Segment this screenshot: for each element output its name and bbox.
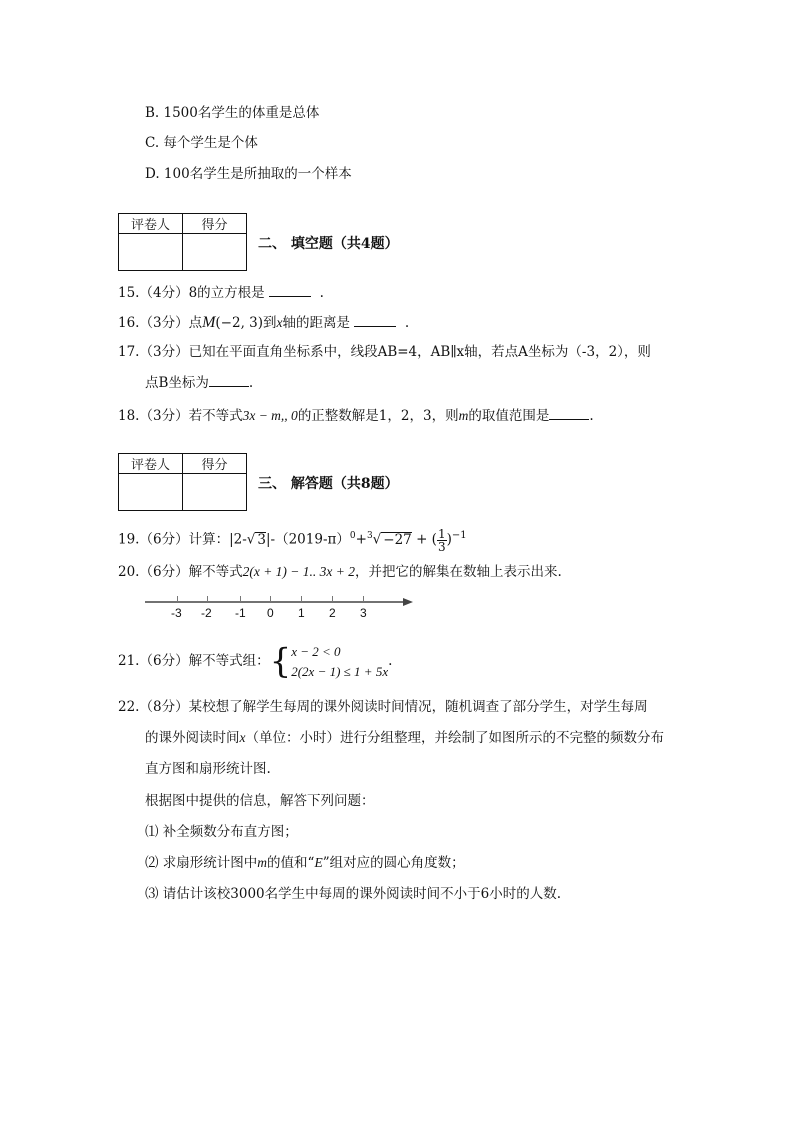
q19-after: |-（2019-π） xyxy=(265,531,350,548)
question-19: 19.（6分）计算：|2-√ $3|-(2019-\pi)^0+^3√ -27$ + ( $\frac{1}{3}$ )$^{-1}$ xyxy=(118,526,467,554)
q15-text: 8的立方根是 xyxy=(188,285,265,301)
q15-end: . xyxy=(319,285,324,301)
q17-line2: 点B坐标为 xyxy=(145,375,209,391)
q22-sub2-mid: 的值和“ xyxy=(267,855,315,871)
q17-number: 17. xyxy=(118,344,140,360)
q22-sub2-post: ”组对应的圆心角度数； xyxy=(322,855,465,871)
q22-line1: 某校想了解学生每周的课外阅读时间情况，随机调查了部分学生，对学生每周 xyxy=(188,699,648,715)
grader-header: 评卷人 xyxy=(119,214,183,234)
tick-mark xyxy=(301,596,302,602)
q16-number: 16. xyxy=(118,315,140,331)
q21-score: （6分） xyxy=(139,653,189,669)
tick-label: -3 xyxy=(171,606,182,620)
question-22 xyxy=(118,697,648,717)
question-21 xyxy=(118,639,392,683)
option-b: B. 1500名学生的体重是总体 xyxy=(145,105,320,121)
q18-pre: 若不等式 xyxy=(188,408,243,424)
q21-row2: 2(2x − 1) ≤ 1 + 5x xyxy=(291,663,389,679)
question-22-line2 xyxy=(145,728,664,748)
q21-number: 21. xyxy=(118,653,140,669)
q16-coords: (−2, 3) xyxy=(215,315,264,331)
tick-label: 2 xyxy=(329,606,336,620)
tick-mark xyxy=(332,596,333,602)
q21-system xyxy=(291,642,388,682)
q16-point: M xyxy=(202,314,216,331)
tick-mark xyxy=(207,596,208,602)
score-cell[interactable] xyxy=(183,474,247,511)
tick-mark xyxy=(240,596,241,602)
q20-inequality: 2(x + 1) − 1.. 3x + 2 xyxy=(242,564,356,579)
q22-group-e: E xyxy=(314,855,323,870)
q18-mid: 的正整数解是1，2，3，则 xyxy=(297,408,459,424)
q20-number: 20. xyxy=(118,564,140,580)
q19-exponent: −1 xyxy=(451,530,467,541)
score-cell[interactable] xyxy=(183,234,247,271)
q18-score: （3分） xyxy=(139,408,189,424)
q18-answer-blank[interactable] xyxy=(549,405,589,420)
q18-post: 的取值范围是 xyxy=(468,408,550,424)
q19-exp0: 0 xyxy=(349,531,356,541)
q22-line2-post: （单位：小时）进行分组整理，并绘制了如图所示的不完整的频数分布 xyxy=(245,730,664,746)
q17-line1: 已知在平面直角坐标系中，线段AB=4，AB∥x轴，若点A坐标为（-3，2），则 xyxy=(188,344,651,360)
q18-end: . xyxy=(589,408,594,424)
grader-cell[interactable] xyxy=(119,474,183,511)
tick-mark xyxy=(177,596,178,602)
arrow-icon xyxy=(403,598,413,606)
q22-line2-pre: 的课外阅读时间 xyxy=(145,730,240,746)
question-18 xyxy=(118,405,594,426)
question-17 xyxy=(118,342,651,362)
question-22-sub3: ⑶ 请估计该校3000名学生中每周的课外阅读时间不小于6小时的人数. xyxy=(145,886,562,902)
grader-header: 评卷人 xyxy=(119,454,183,474)
question-15 xyxy=(118,282,324,303)
q16-score: （3分） xyxy=(139,315,189,331)
score-header: 得分 xyxy=(183,214,247,234)
q17-score: （3分） xyxy=(139,344,189,360)
tick-label: -2 xyxy=(201,606,212,620)
q17-answer-blank[interactable] xyxy=(209,372,249,387)
q19-cube-arg: −27 xyxy=(383,531,412,548)
tick-label: 3 xyxy=(360,606,367,620)
q15-score: （4分） xyxy=(139,285,189,301)
q21-row1: x − 2 < 0 xyxy=(291,643,341,659)
number-line[interactable] xyxy=(145,592,415,624)
q16-answer-blank[interactable] xyxy=(354,312,396,327)
question-20 xyxy=(118,562,562,582)
grader-cell[interactable] xyxy=(119,234,183,271)
q21-end: . xyxy=(388,653,393,669)
q19-sqrt-arg: 3 xyxy=(257,531,266,548)
tick-mark xyxy=(270,596,271,602)
question-17-cont xyxy=(145,372,253,393)
section2-title: 二、 填空题（共4题） xyxy=(258,236,399,252)
q19-number: 19. xyxy=(118,531,140,548)
q18-var: m xyxy=(458,408,469,423)
tick-label: 0 xyxy=(267,606,274,620)
number-line-axis xyxy=(145,596,415,608)
q16-end: . xyxy=(404,315,410,331)
q16-mid: 到 xyxy=(263,315,277,331)
q19-score: （6分） xyxy=(139,531,189,548)
option-c: C. 每个学生是个体 xyxy=(145,135,258,151)
q22-var-m: m xyxy=(257,855,268,870)
question-22-sub1: ⑴ 补全频数分布直方图； xyxy=(145,824,298,840)
q18-inequality: 3x − m,, 0 xyxy=(242,408,298,423)
question-22-line4: 根据图中提供的信息，解答下列问题： xyxy=(145,793,375,809)
q15-number: 15. xyxy=(118,285,140,301)
q21-text: 解不等式组： xyxy=(188,653,270,669)
section3-title: 三、 解答题（共8题） xyxy=(258,476,399,492)
tick-label: 1 xyxy=(298,606,305,620)
q19-plus2: + ( xyxy=(411,531,437,548)
q20-post: ，并把它的解集在数轴上表示出来. xyxy=(355,564,562,580)
question-22-line3: 直方图和扇形统计图. xyxy=(145,761,271,777)
q22-number: 22. xyxy=(118,699,140,715)
q22-score: （8分） xyxy=(139,699,189,715)
q16-post: 轴的距离是 xyxy=(282,315,351,331)
q19-frac-den: 3 xyxy=(437,539,446,554)
q19-text: 计算：|2- xyxy=(188,531,247,548)
score-table-section2 xyxy=(118,213,247,271)
question-22-sub2 xyxy=(145,853,465,873)
score-header: 得分 xyxy=(183,454,247,474)
q19-fraction xyxy=(437,528,447,553)
q19-cube-index: 3 xyxy=(366,531,373,541)
tick-label: -1 xyxy=(235,606,246,620)
score-table-section3 xyxy=(118,453,247,511)
q16-axis: x xyxy=(276,315,283,330)
q22-sub2-pre: ⑵ 求扇形统计图中 xyxy=(145,855,258,871)
q19-plus: + xyxy=(355,531,367,548)
brace-icon: { xyxy=(269,641,292,682)
q20-pre: 解不等式 xyxy=(188,564,243,580)
q19-frac-num: 1 xyxy=(437,526,446,541)
q19-close: ) xyxy=(446,531,452,548)
q20-score: （6分） xyxy=(139,564,189,580)
q15-answer-blank[interactable] xyxy=(269,282,311,297)
q16-pre: 点 xyxy=(188,315,203,331)
option-d: D. 100名学生是所抽取的一个样本 xyxy=(145,166,352,182)
tick-mark xyxy=(363,596,364,602)
q22-var-x: x xyxy=(239,730,246,745)
q17-end: . xyxy=(248,375,254,391)
q18-number: 18. xyxy=(118,408,140,424)
question-16 xyxy=(118,312,409,333)
